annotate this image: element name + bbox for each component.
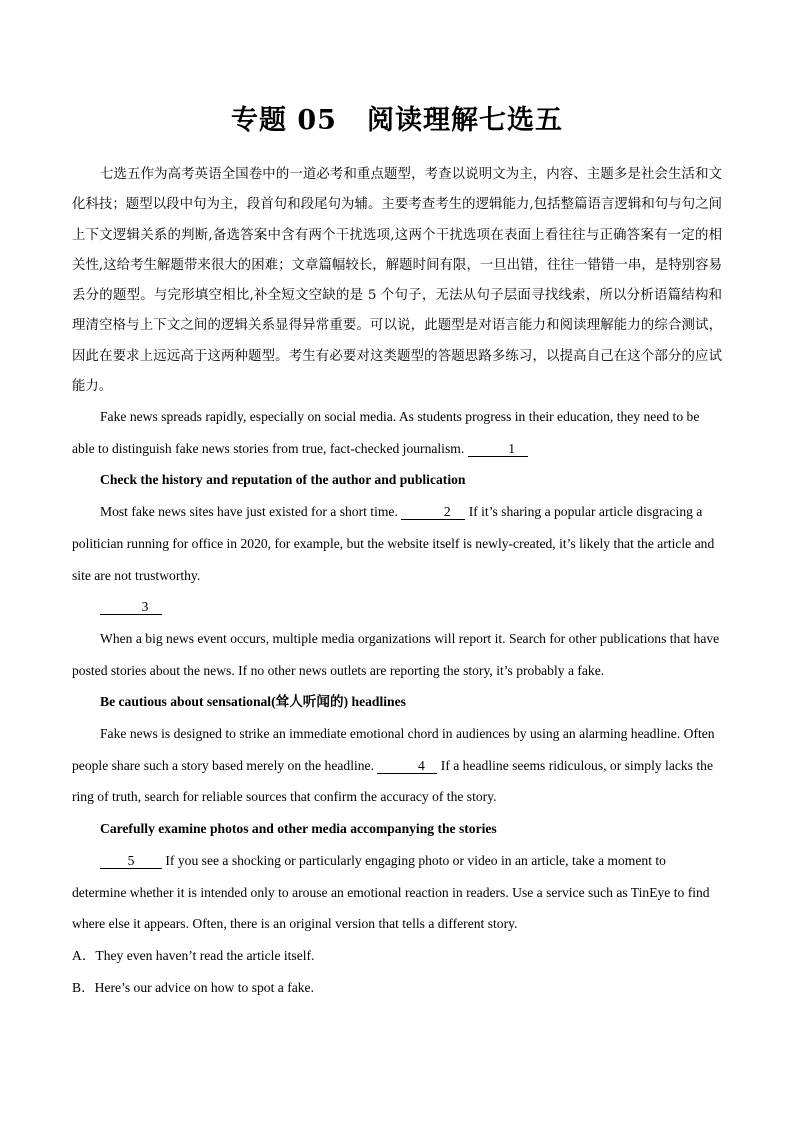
- option-letter: B．: [72, 979, 95, 995]
- passage-heading-1: Check the history and reputation of the author and publication: [100, 472, 466, 488]
- passage-paragraph-4: Fake news is designed to strike an immediate emotional chord in audiences by using an alarming headline. Often people share such a story based merely on the headline. 4 If a headline seems ridiculous, or simply lacks the ring of truth, search for reliable sources that confirm the accuracy of the story.: [72, 726, 715, 805]
- blank-2[interactable]: 2: [401, 504, 465, 520]
- option-text: They even haven’t read the article itself.: [95, 947, 315, 963]
- reading-passage: [72, 401, 722, 1003]
- passage-paragraph-3-heading-blank: [72, 591, 722, 623]
- intro-section: [72, 160, 722, 402]
- passage-paragraph-3: When a big news event occurs, multiple media organizations will report it. Search for other publications that have posted stories about the news. If no other news outlets are reporting the story, it’s probably a fake.: [72, 630, 720, 678]
- intro-paragraph: 七选五作为高考英语全国卷中的一道必考和重点题型，考查以说明文为主，内容、主题多是社会生活和文化科技；题型以段中句为主，段首句和段尾句为辅。主要考查考生的逻辑能力,包括整篇语言逻辑和句与句之间上下文逻辑关系的判断,备选答案中含有两个干扰选项,这两个干扰选项在表面上看往往与正确答案有一定的相关性,这给考生解题带来很大的困难；文章篇幅较长，解题时间有限，一旦出错，往往一错错一串，是特别容易丢分的题型。与完形填空相比,补全短文空缺的是 5 个句子，无法从句子层面寻找线索，所以分析语篇结构和理清空格与上下文之间的逻辑关系显得异常重要。可以说，此题型是对语言能力和阅读理解能力的综合测试，因此在要求上远远高于这两种题型。考生有必要对这类题型的答题思路多练习，以提高自己在这个部分的应试能力。: [72, 167, 722, 395]
- passage-heading-2: Be cautious about sensational(耸人听闻的) headlines: [100, 694, 406, 710]
- title-topic-number: 专题 05: [231, 105, 337, 136]
- passage-paragraph-2: Most fake news sites have just existed for a short time. 2 If it’s sharing a popular article disgracing a politician running for office in 2020, for example, but the website itself is newly-created, it’s likely that the article and site are not trustworthy.: [72, 504, 715, 583]
- blank-3[interactable]: 3: [100, 599, 162, 615]
- blank-4[interactable]: 4: [377, 758, 437, 774]
- passage-paragraph-1: Fake news spreads rapidly, especially on social media. As students progress in their education, they need to be able to distinguish fake news stories from true, fact-checked journalism. 1: [72, 409, 700, 456]
- title-topic-name: 阅读理解七选五: [366, 105, 563, 136]
- blank-1[interactable]: 1: [468, 441, 528, 457]
- page-title: [0, 98, 794, 137]
- option-text: Here’s our advice on how to spot a fake.: [94, 979, 314, 995]
- option-a[interactable]: [72, 940, 722, 972]
- option-letter: A．: [72, 947, 96, 963]
- passage-heading-3: Carefully examine photos and other media accompanying the stories: [100, 821, 497, 837]
- option-b[interactable]: [72, 972, 722, 1004]
- passage-paragraph-5: 5 If you see a shocking or particularly engaging photo or video in an article, take a moment to determine whether it is intended only to arouse an emotional reaction in readers. Use a service such as TinEye to find where else it appears. Often, there is an original version that tells a different story.: [72, 852, 710, 932]
- blank-5[interactable]: 5: [100, 853, 162, 869]
